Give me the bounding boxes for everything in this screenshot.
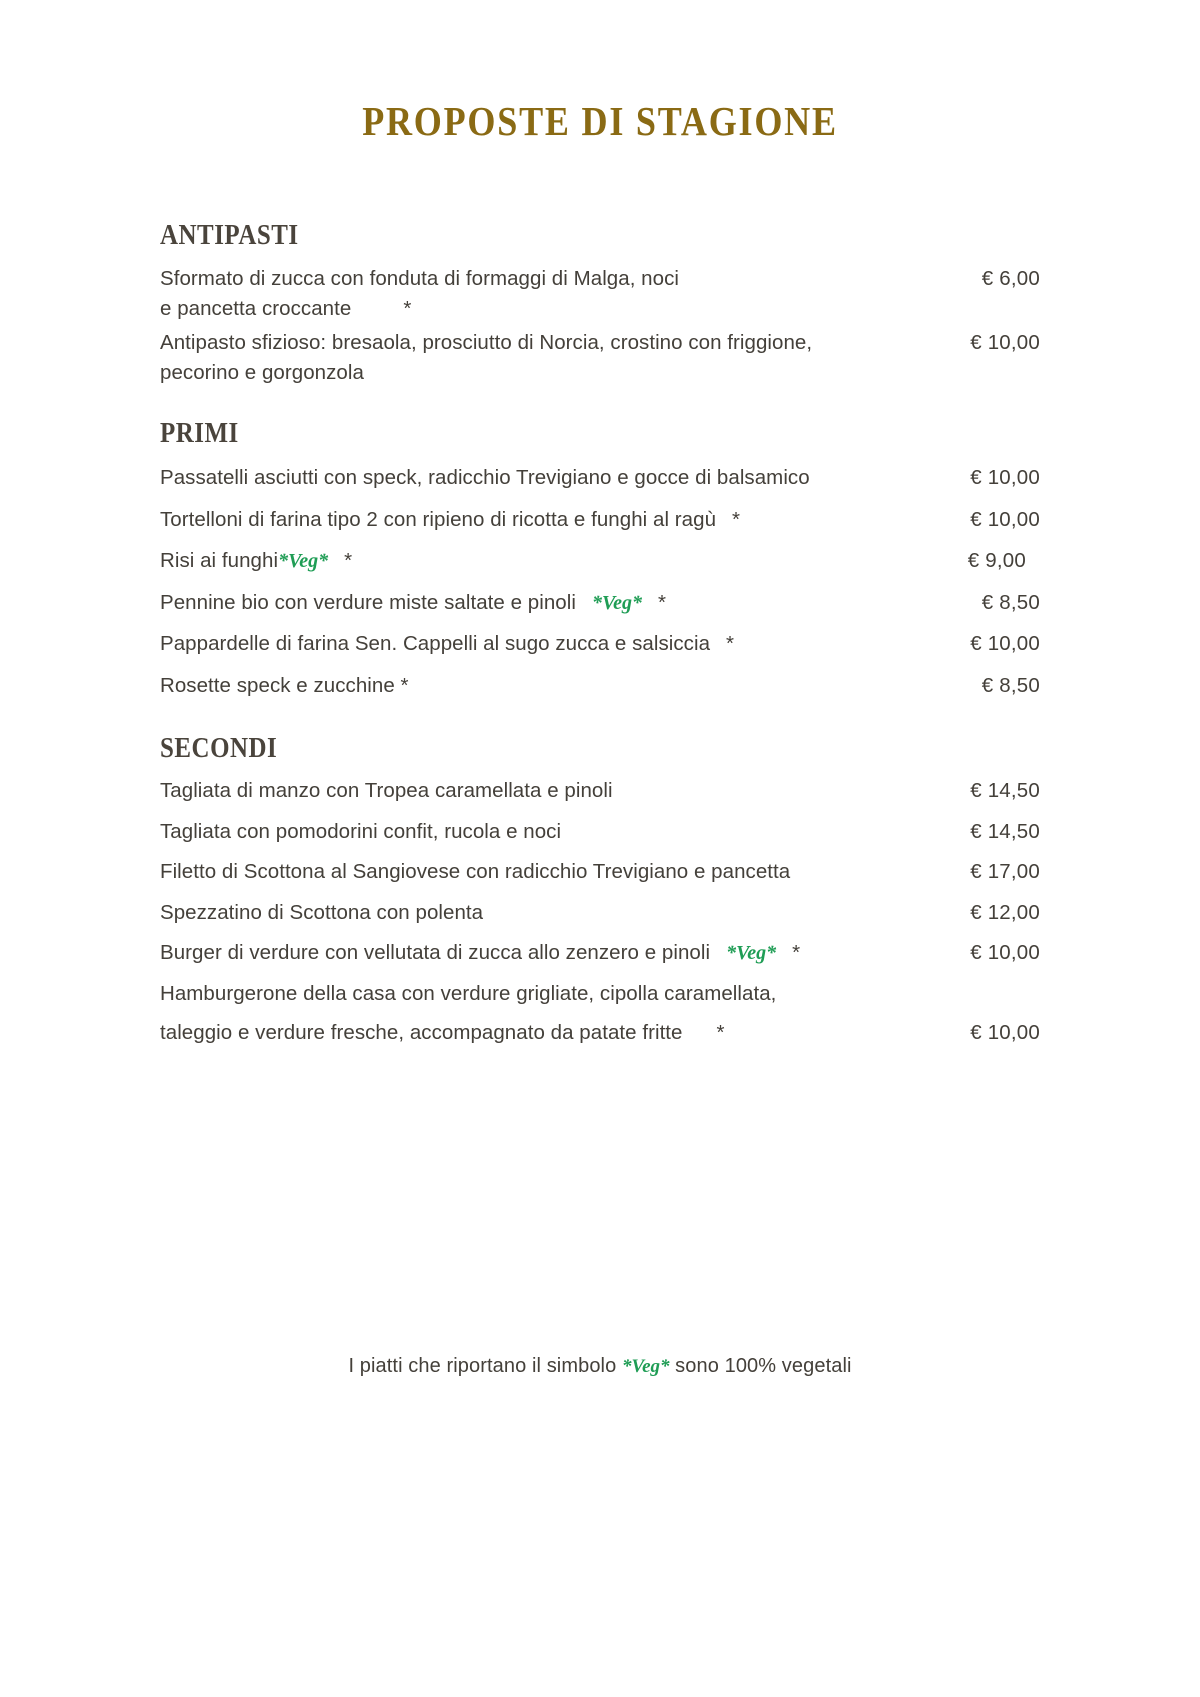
menu-item xyxy=(160,900,1040,924)
item-price: € 8,50 xyxy=(981,590,1040,614)
item-line: Tortelloni di farina tipo 2 con ripieno di ricotta e funghi al ragù xyxy=(160,507,717,531)
menu-item xyxy=(160,862,1040,883)
item-line: pecorino e gorgonzola xyxy=(160,360,364,384)
item-price: € 10,00 xyxy=(970,1021,1040,1044)
item-name xyxy=(160,900,944,924)
menu-item xyxy=(160,507,1040,531)
veg-marker: *Veg* xyxy=(591,591,642,614)
item-name xyxy=(160,590,944,614)
item-line xyxy=(160,1023,932,1044)
section-heading-primi: PRIMI xyxy=(160,417,239,449)
item-line: Sformato di zucca con fonduta di formaggi di Malga, noci xyxy=(160,267,679,290)
item-name xyxy=(160,507,944,531)
menu-item xyxy=(160,819,1040,843)
menu-item xyxy=(160,673,1040,697)
item-name xyxy=(160,673,944,697)
item-name xyxy=(160,333,922,383)
star-marker: * xyxy=(792,941,801,964)
item-name xyxy=(160,981,944,1044)
item-line: Passatelli asciutti con speck, radicchio Trevigiano e gocce di balsamico xyxy=(160,466,810,489)
item-price: € 10,00 xyxy=(970,331,1040,354)
veg-footnote xyxy=(0,1355,1200,1378)
menu-item xyxy=(160,590,1040,614)
item-line: Filetto di Scottona al Sangiovese con radicchio Trevigiano e pancetta xyxy=(160,860,791,883)
item-name xyxy=(160,269,922,319)
footnote-text-after: sono 100% vegetali xyxy=(675,1355,852,1377)
menu-item xyxy=(160,551,1040,572)
item-line-text: e pancetta croccante xyxy=(160,296,352,320)
star-marker: * xyxy=(716,1021,725,1044)
star-marker: * xyxy=(403,296,412,320)
menu-item xyxy=(160,269,1040,319)
veg-marker: *Veg* xyxy=(726,942,777,964)
section-secondi xyxy=(160,732,1040,1044)
item-price: € 10,00 xyxy=(970,466,1040,489)
page-title: PROPOSTE DI STAGIONE xyxy=(362,98,838,144)
menu-item xyxy=(160,333,1040,383)
star-marker: * xyxy=(732,507,741,531)
menu-item xyxy=(160,943,1040,964)
section-heading-secondi: SECONDI xyxy=(160,732,278,764)
item-line: Antipasto sfizioso: bresaola, prosciutto di Norcia, crostino con friggione, xyxy=(160,331,813,354)
item-line: Hamburgerone della casa con verdure grigliate, cipolla caramellata, xyxy=(160,981,777,1005)
item-price: € 17,00 xyxy=(970,860,1040,883)
section-antipasti xyxy=(160,219,1040,383)
item-line: Rosette speck e zucchine * xyxy=(160,673,409,697)
item-line: Pappardelle di farina Sen. Cappelli al sugo zucca e salsiccia xyxy=(160,632,711,655)
item-line: Spezzatino di Scottona con polenta xyxy=(160,900,484,924)
star-marker: * xyxy=(344,549,353,572)
menu-content xyxy=(160,145,1040,1044)
item-name xyxy=(160,819,944,843)
item-price: € 14,50 xyxy=(970,779,1040,802)
section-primi xyxy=(160,417,1040,696)
item-price: € 12,00 xyxy=(970,900,1040,924)
menu-item xyxy=(160,634,1040,655)
item-line: Tagliata di manzo con Tropea caramellata e pinoli xyxy=(160,779,613,802)
star-marker: * xyxy=(726,632,735,655)
item-line xyxy=(160,296,910,320)
item-price: € 9,00 xyxy=(967,549,1026,572)
item-name xyxy=(160,634,944,655)
item-price: € 10,00 xyxy=(970,941,1040,964)
item-name xyxy=(160,551,930,572)
item-price: € 8,50 xyxy=(981,673,1040,697)
item-name xyxy=(160,781,944,802)
star-marker: * xyxy=(657,590,666,614)
item-line: Burger di verdure con vellutata di zucca allo zenzero e pinoli xyxy=(160,941,711,964)
menu-item xyxy=(160,468,1040,489)
item-price: € 6,00 xyxy=(981,267,1040,290)
footnote-text-before: I piatti che riportano il simbolo xyxy=(348,1355,617,1377)
item-line: Tagliata con pomodorini confit, rucola e noci xyxy=(160,819,562,843)
menu-item xyxy=(160,781,1040,802)
item-name xyxy=(160,468,944,489)
item-line: Pennine bio con verdure miste saltate e pinoli xyxy=(160,590,576,614)
item-price: € 10,00 xyxy=(970,507,1040,531)
veg-marker: *Veg* xyxy=(278,550,329,572)
item-line: Risi ai funghi xyxy=(160,549,279,572)
veg-marker: *Veg* xyxy=(622,1356,670,1377)
item-price: € 10,00 xyxy=(970,632,1040,655)
section-heading-antipasti: ANTIPASTI xyxy=(160,219,299,251)
item-name xyxy=(160,862,944,883)
item-price: € 14,50 xyxy=(970,819,1040,843)
menu-item xyxy=(160,981,1040,1044)
item-line-text: taleggio e verdure fresche, accompagnato da patate fritte xyxy=(160,1021,683,1044)
item-name xyxy=(160,943,944,964)
